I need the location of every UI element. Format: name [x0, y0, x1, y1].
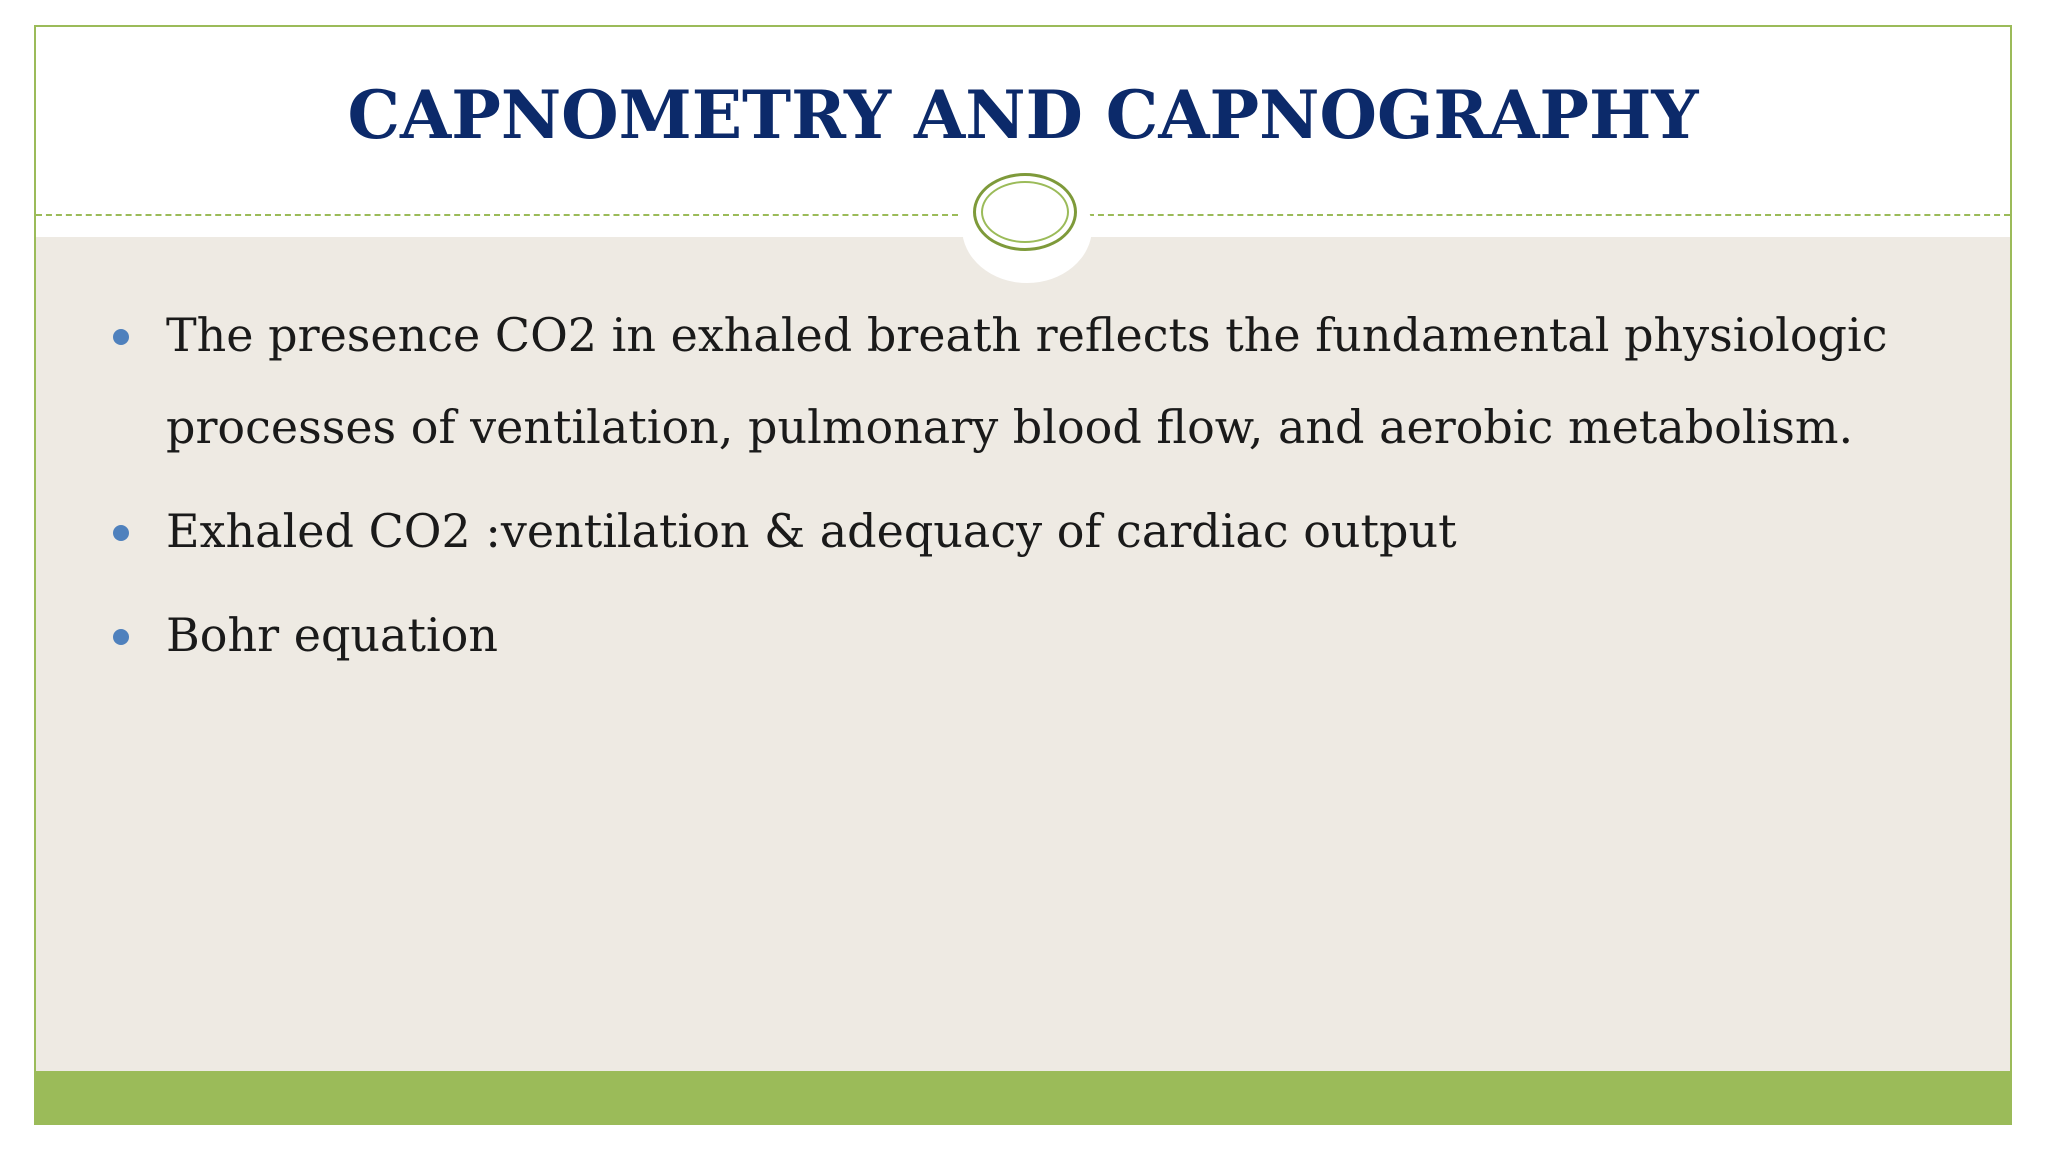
bullet-text: Exhaled CO2 :ventilation & adequacy of cardiac output [166, 504, 1457, 558]
dot-bullet-icon [113, 629, 129, 645]
bullet-item [98, 289, 1958, 473]
bullet-item [98, 485, 1958, 577]
dot-bullet-icon [113, 329, 129, 345]
footer-bar [36, 1071, 2010, 1123]
oval-medallion-icon [973, 173, 1077, 251]
bullet-text: Bohr equation [166, 608, 498, 662]
bullet-text: The presence CO2 in exhaled breath reflects the fundamental physiologic processes of ventilation, pulmonary blood flow, and aerobic metabolism. [166, 308, 1888, 454]
dot-bullet-icon [113, 525, 129, 541]
slide [34, 25, 2012, 1125]
title-divider-left [36, 214, 958, 216]
bullet-item [98, 589, 1958, 681]
medallion-inner-ring [981, 181, 1069, 243]
slide-title: CAPNOMETRY AND CAPNOGRAPHY [347, 76, 1699, 154]
title-divider-right [1088, 214, 2010, 216]
bullet-list [98, 289, 1958, 693]
